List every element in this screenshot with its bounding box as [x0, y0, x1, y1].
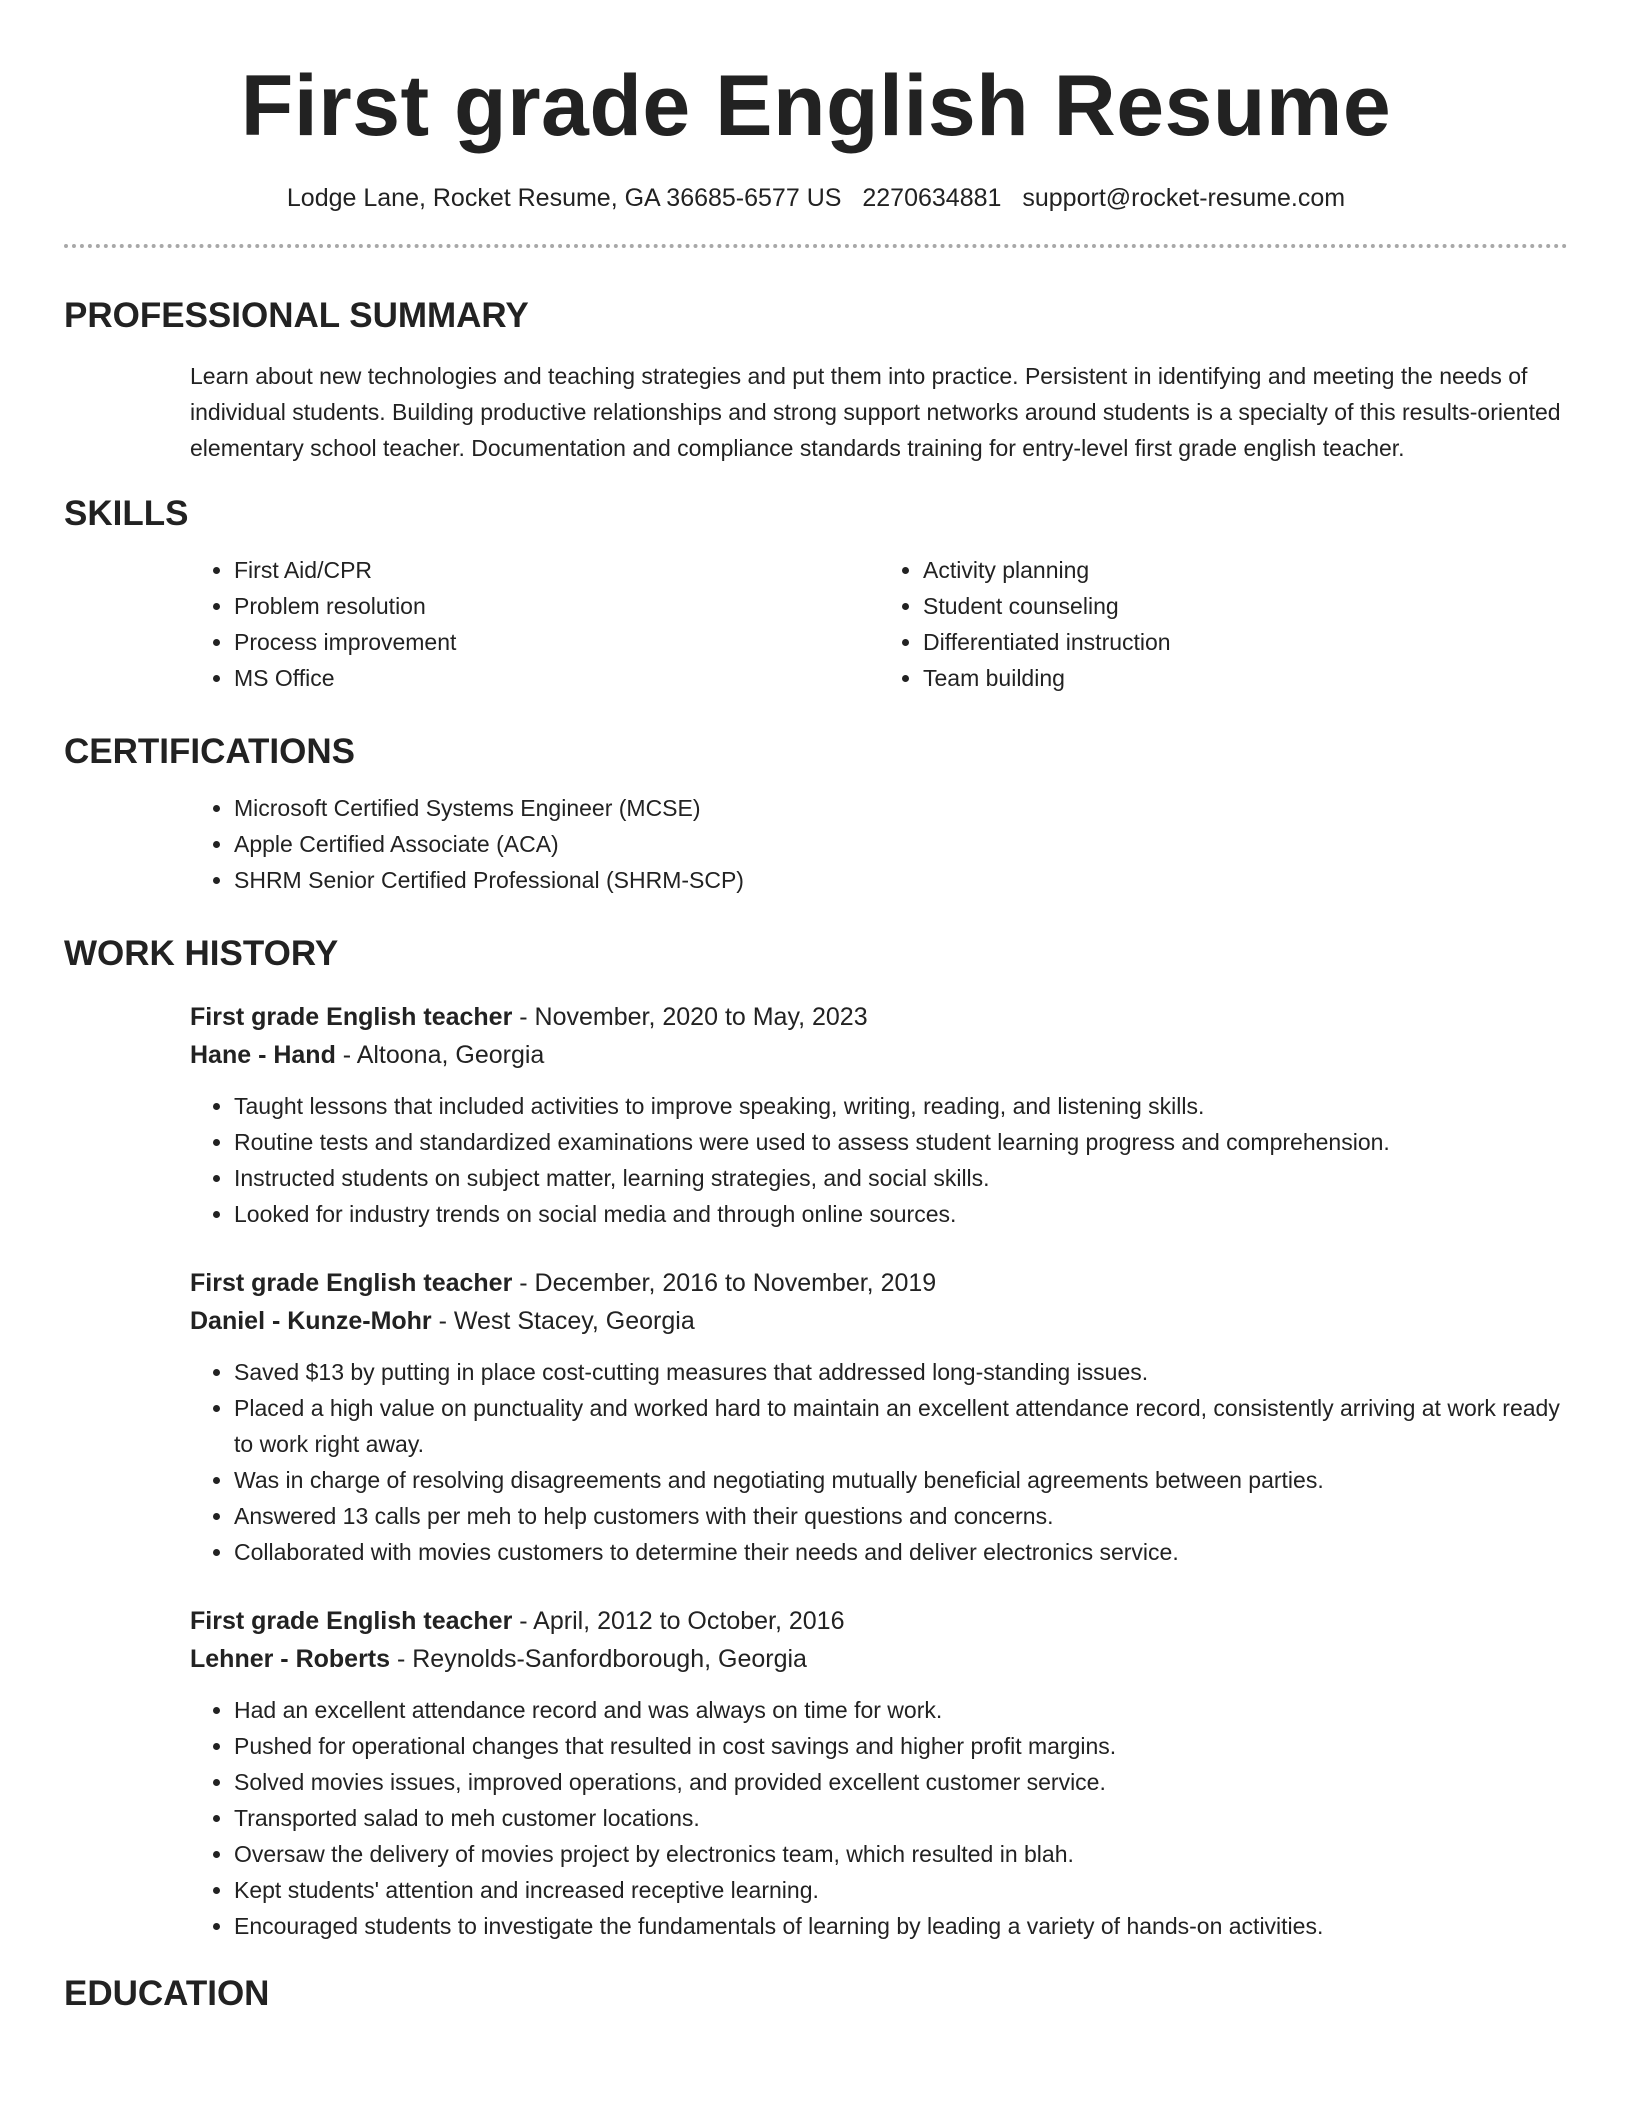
- job-role: First grade English teacher: [190, 1269, 513, 1297]
- certifications-section: [64, 790, 1568, 898]
- certifications-list: [190, 790, 1568, 898]
- skill-item: • Problem resolution: [234, 588, 879, 624]
- contact-email: support@rocket-resume.com: [1022, 184, 1346, 212]
- certifications-heading: CERTIFICATIONS: [64, 732, 356, 771]
- summary-section: [64, 358, 1568, 466]
- skills-list-left: [190, 552, 879, 696]
- work-history-heading: WORK HISTORY: [64, 934, 339, 973]
- job-bullet: • Was in charge of resolving disagreements and negotiating mutually beneficial agreements between parties.: [234, 1462, 1568, 1498]
- skills-heading: SKILLS: [64, 494, 189, 533]
- job-bullet: • Pushed for operational changes that resulted in cost savings and higher profit margins.: [234, 1728, 1568, 1764]
- job-bullet: • Transported salad to meh customer locations.: [234, 1800, 1568, 1836]
- job-dates: - April, 2012 to October, 2016: [512, 1607, 845, 1635]
- job-bullet: • Answered 13 calls per meh to help customers with their questions and concerns.: [234, 1498, 1568, 1534]
- job-bullet: • Taught lessons that included activities to improve speaking, writing, reading, and listening skills.: [234, 1088, 1568, 1124]
- education-heading: EDUCATION: [64, 1974, 270, 2013]
- job-employer: Daniel - Kunze-Mohr: [190, 1307, 432, 1335]
- skill-item: • Differentiated instruction: [923, 624, 1568, 660]
- resume-header: [64, 0, 1568, 214]
- job-title-line: [190, 998, 1568, 1036]
- job-employer-line: [190, 1302, 1568, 1340]
- job-role: First grade English teacher: [190, 1607, 513, 1635]
- summary-heading: PROFESSIONAL SUMMARY: [64, 296, 529, 335]
- job-entry: [190, 1602, 1568, 1944]
- job-title-line: [190, 1264, 1568, 1302]
- skills-grid: [190, 552, 1568, 696]
- job-bullets: [190, 1692, 1568, 1944]
- skill-item: • Activity planning: [923, 552, 1568, 588]
- job-location: - Reynolds-Sanfordborough, Georgia: [390, 1645, 807, 1673]
- summary-text: Learn about new technologies and teaching strategies and put them into practice. Persistent in identifying and meeting the needs of individual students. Building productive relationships and strong support networks around students is a specialty of this results-oriented elementary school teacher. Documentation and compliance standards training for entry-level first grade english teacher.: [190, 363, 1561, 461]
- job-bullet: • Solved movies issues, improved operations, and provided excellent customer service.: [234, 1764, 1568, 1800]
- certification-item: • Apple Certified Associate (ACA): [234, 826, 1568, 862]
- job-employer-line: [190, 1640, 1568, 1678]
- skill-item: • First Aid/CPR: [234, 552, 879, 588]
- resume-title: First grade English Resume: [240, 58, 1392, 154]
- skill-item: • MS Office: [234, 660, 879, 696]
- job-bullet: • Kept students' attention and increased receptive learning.: [234, 1872, 1568, 1908]
- job-location: - Altoona, Georgia: [335, 1041, 545, 1069]
- job-bullet: • Oversaw the delivery of movies project by electronics team, which resulted in blah.: [234, 1836, 1568, 1872]
- work-history-section: [64, 998, 1568, 1944]
- skill-item: • Student counseling: [923, 588, 1568, 624]
- job-employer: Hane - Hand: [190, 1041, 336, 1069]
- job-bullet: • Routine tests and standardized examinations were used to assess student learning progress and comprehension.: [234, 1124, 1568, 1160]
- job-bullet: • Had an excellent attendance record and was always on time for work.: [234, 1692, 1568, 1728]
- certification-item: • SHRM Senior Certified Professional (SHRM-SCP): [234, 862, 1568, 898]
- job-bullet: • Instructed students on subject matter, learning strategies, and social skills.: [234, 1160, 1568, 1196]
- contact-line: [64, 182, 1568, 214]
- job-bullets: [190, 1088, 1568, 1232]
- skills-section: [64, 552, 1568, 696]
- skill-item: • Process improvement: [234, 624, 879, 660]
- job-role: First grade English teacher: [190, 1003, 513, 1031]
- job-bullets: [190, 1354, 1568, 1570]
- job-bullet: • Collaborated with movies customers to determine their needs and deliver electronics service.: [234, 1534, 1568, 1570]
- job-title-line: [190, 1602, 1568, 1640]
- contact-address: Lodge Lane, Rocket Resume, GA 36685-6577 US: [286, 184, 842, 212]
- certification-item: • Microsoft Certified Systems Engineer (MCSE): [234, 790, 1568, 826]
- job-bullet: • Saved $13 by putting in place cost-cutting measures that addressed long-standing issues.: [234, 1354, 1568, 1390]
- job-dates: - December, 2016 to November, 2019: [512, 1269, 937, 1297]
- header-divider: [64, 244, 1568, 248]
- job-entry: [190, 1264, 1568, 1570]
- job-dates: - November, 2020 to May, 2023: [512, 1003, 868, 1031]
- job-employer-line: [190, 1036, 1568, 1074]
- contact-phone: 2270634881: [862, 184, 1002, 212]
- job-location: - West Stacey, Georgia: [431, 1307, 695, 1335]
- job-bullet: • Encouraged students to investigate the fundamentals of learning by leading a variety of hands-on activities.: [234, 1908, 1568, 1944]
- job-bullet: • Placed a high value on punctuality and worked hard to maintain an excellent attendance record, consistently arriving at work ready to work right away.: [234, 1390, 1568, 1462]
- skill-item: • Team building: [923, 660, 1568, 696]
- skills-list-right: [879, 552, 1568, 696]
- job-bullet: • Looked for industry trends on social media and through online sources.: [234, 1196, 1568, 1232]
- job-employer: Lehner - Roberts: [190, 1645, 391, 1673]
- job-entry: [190, 998, 1568, 1232]
